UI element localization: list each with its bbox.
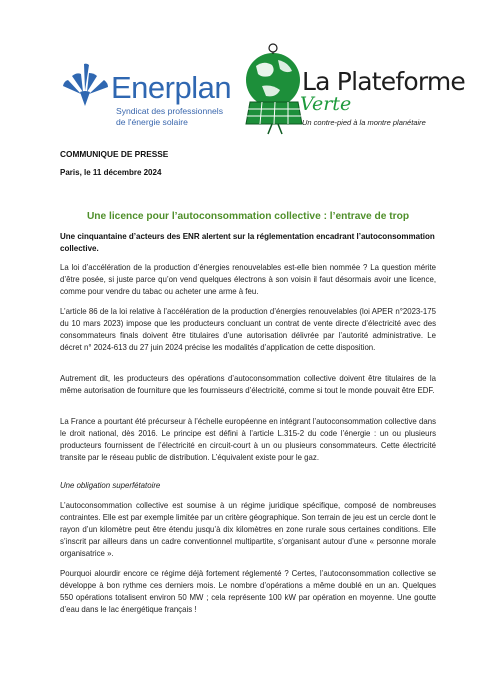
paragraph-6: Pourquoi alourdir encore ce régime déjà fortement réglementé ? Certes, l’autoconsommation collective se développe à bon rythme ces derniers mois. Le nombre d’opérations a même doublé en un an. Quelques 550 opérations totalisent environ 50 MW ; cela représente 100 kW par opération en moyenne. Une goutte d’eau dans le lac énergétique français ! bbox=[60, 569, 436, 614]
paragraph-1: La loi d’accélération de la production d’énergies renouvelables est-elle bien nommée ? La question mérite d’être posée, si juste parce qu’on vend quelques électrons à son voisin il faut désormais avoir une licence, comme pour vendre du tabac ou acheter une arme à feu. bbox=[60, 263, 436, 296]
enerplan-rays-icon bbox=[60, 62, 110, 108]
headline: Une licence pour l’autoconsommation collective : l’entrave de trop bbox=[86, 211, 410, 222]
plateforme-tagline: Un contre-pied à la montre planétaire bbox=[302, 118, 426, 127]
enerplan-tagline bbox=[116, 106, 223, 127]
enerplan-tagline-line-1: Syndicat des professionnels bbox=[116, 106, 224, 116]
paragraph-3: Autrement dit, les producteurs des opérations d’autoconsommation collective doivent être titulaires de la même autorisation de fourniture que les fournisseurs d’électricité, comme si tout le monde pouvait être EDF. bbox=[60, 374, 436, 395]
paragraph-5: L’autoconsommation collective est soumise à un régime juridique spécifique, composé de nombreuses contraintes. Elle est par exemple limitée par un critère géographique. Son terrain de jeu est un cercle dont le rayon d’un kilomètre peut être étendu jusqu’à dix kilomètres en zone rurale sous certaines conditions. Elle s’inscrit par ailleurs dans un cadre conventionnel multipartite, s’organisant autour d’une « personne morale organisatrice ». bbox=[60, 501, 436, 558]
plateforme-verte-logo bbox=[242, 38, 467, 138]
paragraph-2: L’article 86 de la loi relative à l’accélération de la production d’énergies renouvelables (loi APER n°2023-175 du 10 mars 2023) impose que les producteurs concluant un contrat de vente directe d’électricité avec des consommateurs finals doivent être titulaires d’une autorisation délivrée par l’autorité administrative. Le décret n° 2024-613 du 27 juin 2024 précise les modalités d’application de cette disposition. bbox=[60, 307, 436, 352]
enerplan-logo bbox=[60, 52, 235, 132]
plateforme-subtitle: Verte bbox=[300, 93, 352, 115]
section-subheading: Une obligation superfétatoire bbox=[60, 481, 161, 490]
globe-solar-panel-icon bbox=[242, 38, 304, 138]
plateforme-title: La Plateforme bbox=[302, 67, 465, 96]
document-date: Paris, le 11 décembre 2024 bbox=[60, 168, 162, 177]
enerplan-tagline-line-2: de l'énergie solaire bbox=[116, 116, 188, 127]
document-label: COMMUNIQUE DE PRESSE bbox=[60, 149, 169, 159]
enerplan-wordmark: Enerplan bbox=[111, 70, 232, 105]
lead-paragraph: Une cinquantaine d’acteurs des ENR alertent sur la réglementation encadrant l’autoconsommation collective. bbox=[60, 232, 435, 253]
paragraph-4: La France a pourtant été précurseur à l’échelle européenne en intégrant l’autoconsommation collective dans le droit national, dès 2016. Le principe est défini à l’article L.315-2 du code l’énergie : un ou plusieurs producteurs fournissent de l’électricité en circuit-court à un ou plusieurs consommateurs. Cette électricité transite par le réseau public de distribution. L’équivalent existe pour le gaz. bbox=[60, 417, 436, 462]
